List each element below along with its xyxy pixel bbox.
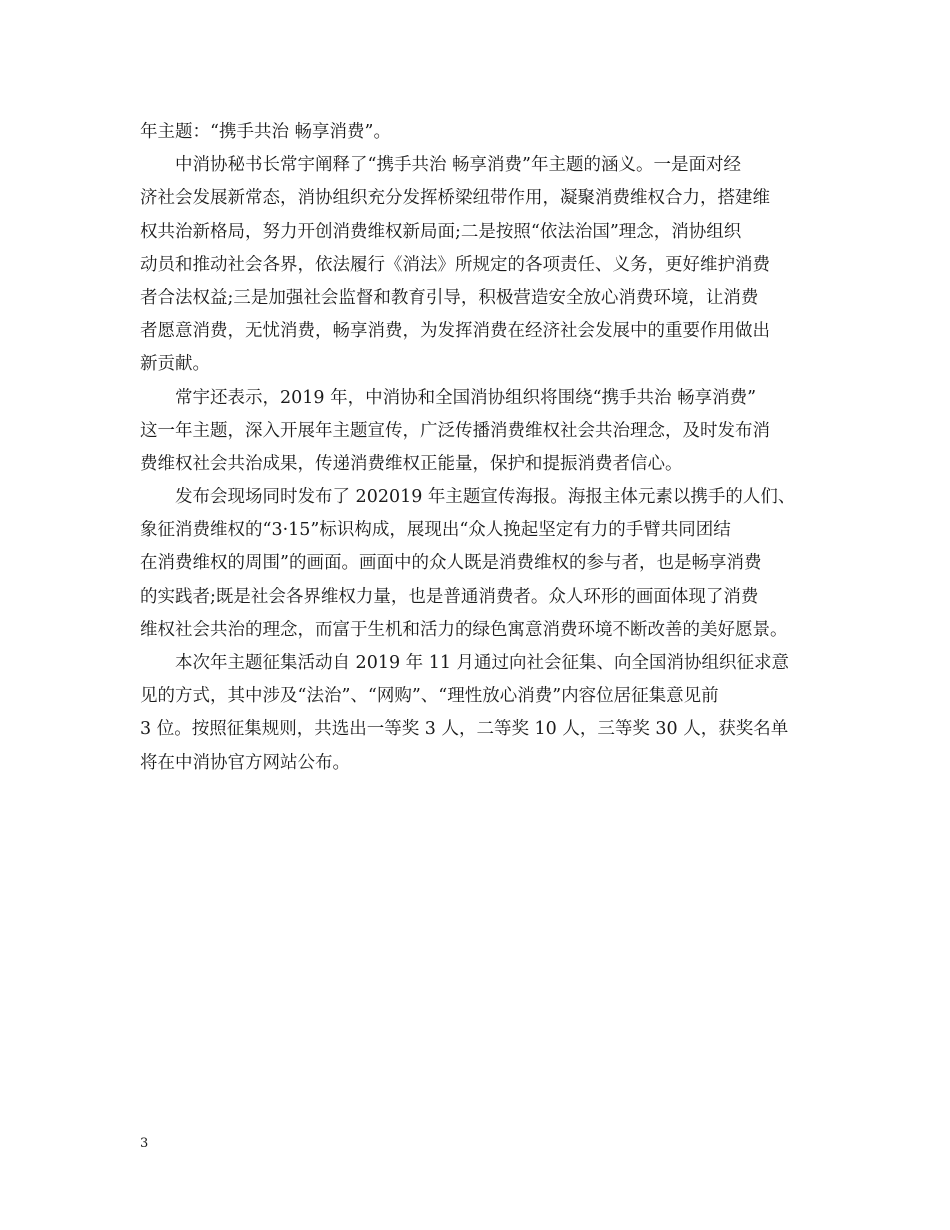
text-line: 新贡献。 [140, 354, 210, 375]
document-body [140, 116, 820, 780]
paragraph-first-line: 本次年主题征集活动自 2019 年 11 月通过向社会征集、向全国消协组织征求意 [175, 653, 790, 673]
page-number: 3 [140, 1136, 149, 1151]
text-line: 将在中消协官方网站公布。 [140, 752, 350, 773]
text-line: 者合法权益;三是加强社会监督和教育引导，积极营造安全放心消费环境，让消费 [140, 287, 759, 308]
text-line: 这一年主题，深入开展年主题宣传，广泛传播消费维权社会共治理念，及时发布消 [140, 420, 770, 441]
text-line: 3 位。按照征集规则，共选出一等奖 3 人，二等奖 10 人，三等奖 30 人，获奖名单 [140, 719, 789, 740]
text-line: 者愿意消费，无忧消费，畅享消费，为发挥消费在经济社会发展中的重要作用做出 [140, 321, 770, 342]
paragraph-first-line: 中消协秘书长常宇阐释了“携手共治 畅享消费”年主题的涵义。一是面对经 [175, 155, 741, 176]
text-line: 权共治新格局，努力开创消费维权新局面;二是按照“依法治国”理念，消协组织 [140, 221, 742, 242]
text-line: 动员和推动社会各界，依法履行《消法》所规定的各项责任、义务，更好维护消费 [140, 254, 770, 275]
paragraph-first-line: 发布会现场同时发布了 202019 年主题宣传海报。海报主体元素以携手的人们、 [175, 487, 796, 508]
text-line: 见的方式，其中涉及“法治”、“网购”、“理性放心消费”内容位居征集意见前 [140, 686, 719, 707]
text-line: 年主题：“携手共治 畅享消费”。 [140, 122, 391, 142]
text-line: 维权社会共治的理念，而富于生机和活力的绿色寓意消费环境不断改善的美好愿景。 [140, 619, 788, 640]
text-line: 象征消费维权的“3·15”标识构成，展现出“众人挽起坚定有力的手臂共同团结 [140, 520, 731, 541]
text-line: 费维权社会共治成果，传递消费维权正能量，保护和提振消费者信心。 [140, 453, 683, 474]
paragraph-first-line: 常宇还表示，2019 年，中消协和全国消协组织将围绕“携手共治 畅享消费” [175, 387, 757, 408]
text-line: 的实践者;既是社会各界维权力量，也是普通消费者。众人环形的画面体现了消费 [140, 586, 759, 607]
text-line: 济社会发展新常态，消协组织充分发挥桥梁纽带作用，凝聚消费维权合力，搭建维 [140, 188, 770, 209]
text-line: 在消费维权的周围”的画面。画面中的众人既是消费维权的参与者，也是畅享消费 [140, 553, 762, 574]
